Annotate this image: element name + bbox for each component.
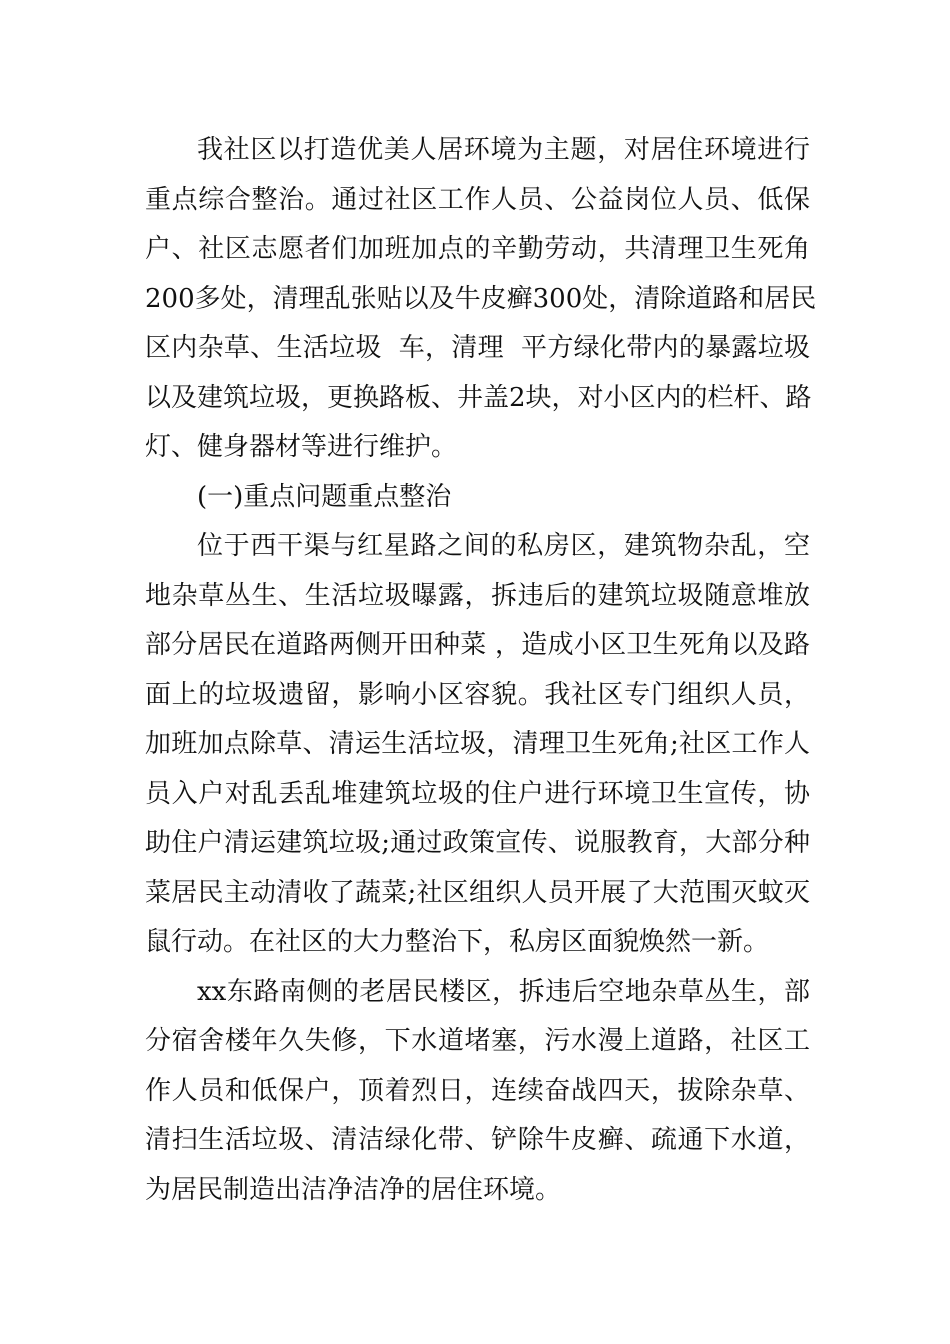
text-line: 灯、健身器材等进行维护。 <box>145 432 458 462</box>
text-line: 员入户对乱丢乱堆建筑垃圾的住户进行环境卫生宣传，协 <box>145 778 810 809</box>
text-line: 菜居民主动清收了蔬菜;社区组织人员开展了大范围灭蚊灭 <box>145 877 810 908</box>
text-line: 重点综合整治。通过社区工作人员、公益岗位人员、低保 <box>145 184 810 215</box>
text-line: 鼠行动。在社区的大力整治下，私房区面貌焕然一新。 <box>145 927 770 957</box>
text-line: 200多处，清理乱张贴以及牛皮癣300处，清除道路和居民 <box>145 283 817 314</box>
text-line: 区内杂草、生活垃圾 车，清理 平方绿化带内的暴露垃圾 <box>145 333 810 363</box>
text-line: 加班加点除草、清运生活垃圾，清理卫生死角;社区工作人 <box>145 729 810 759</box>
text-line: 位于西干渠与红星路之间的私房区，建筑物杂乱，空 <box>197 531 810 561</box>
text-line: 我社区以打造优美人居环境为主题，对居住环境进行 <box>197 135 810 165</box>
text-line: 部分居民在道路两侧开田种菜 ，造成小区卫生死角以及路 <box>145 630 810 660</box>
heading-line: (一)重点问题重点整治 <box>197 481 452 512</box>
text-line: 清扫生活垃圾、清洁绿化带、铲除牛皮癣、疏通下水道， <box>145 1125 810 1155</box>
paragraph-intro <box>145 126 817 473</box>
paragraph-old-residential <box>145 968 810 1216</box>
text-line: 户、社区志愿者们加班加点的辛勤劳动，共清理卫生死角 <box>145 234 810 264</box>
text-line: 为居民制造出洁净洁净的居住环境。 <box>145 1174 562 1205</box>
document-body <box>145 126 817 1215</box>
text-line: 分宿舍楼年久失修，下水道堵塞，污水漫上道路，社区工 <box>145 1026 810 1056</box>
text-line: 地杂草丛生、生活垃圾曝露，拆违后的建筑垃圾随意堆放 <box>145 580 810 611</box>
paragraph-private-housing <box>145 522 810 968</box>
text-line: 助住户清运建筑垃圾;通过政策宣传、说服教育，大部分种 <box>145 828 810 858</box>
text-line: 面上的垃圾遗留，影响小区容貌。我社区专门组织人员， <box>145 679 810 710</box>
text-line: 作人员和低保户，顶着烈日，连续奋战四天，拔除杂草、 <box>145 1075 810 1106</box>
text-line: 以及建筑垃圾，更换路板、井盖2块，对小区内的栏杆、路 <box>145 382 812 413</box>
section-heading <box>145 473 810 523</box>
text-line: xx东路南侧的老居民楼区，拆违后空地杂草丛生，部 <box>197 976 810 1007</box>
